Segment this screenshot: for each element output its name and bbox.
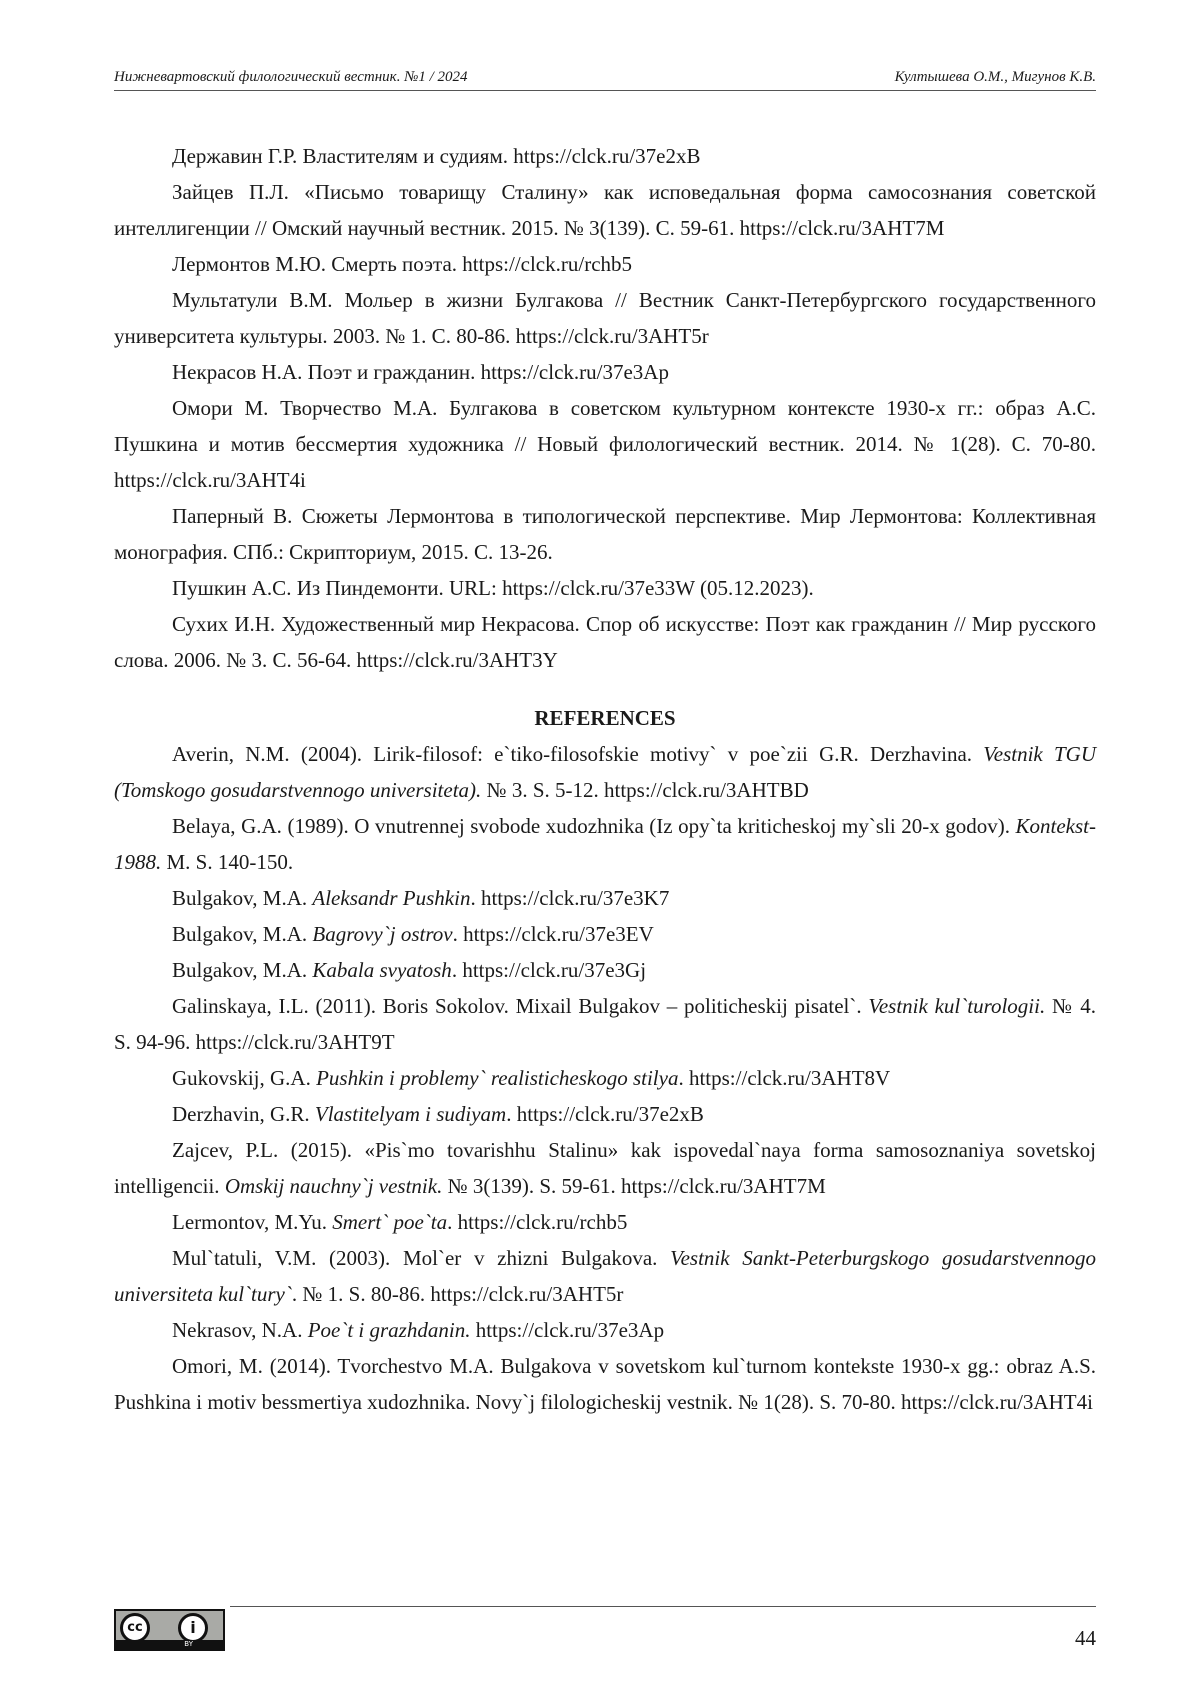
entry-text: . https://clck.ru/37e3EV <box>452 922 654 946</box>
entry-text: Зайцев П.Л. «Письмо товарищу Сталину» как исповедальная форма самосознания советской интеллигенции // Омский научный вестник. 2015. № 3(139). С. 59-61. https://clck.ru/3AHT7M <box>114 180 1096 240</box>
entry-text: Mul`tatuli, V.M. (2003). Mol`er v zhizni Bulgakova. <box>172 1246 671 1270</box>
license-label: BY <box>116 1640 223 1649</box>
cc-by-icon <box>114 1609 225 1651</box>
reference-entry <box>114 1204 1096 1240</box>
attribution-icon: i <box>178 1613 208 1643</box>
journal-title: Нижневартовский филологический вестник. №1 / 2024 <box>114 69 468 85</box>
bibliography-entry <box>114 174 1096 246</box>
entry-text: Bulgakov, M.A. <box>172 922 313 946</box>
entry-italic-text: Kabala svyatosh <box>312 958 452 982</box>
entry-text: . https://clck.ru/37e2xB <box>506 1102 704 1126</box>
bibliography-entry <box>114 606 1096 678</box>
bibliography-entry <box>114 354 1096 390</box>
reference-entry <box>114 1132 1096 1204</box>
entry-text: Zajcev, P.L. (2015). «Pis`mo tovarishhu Stalinu» kak ispovedal`naya forma samosoznaniya sovetskoj intelligencii. <box>114 1138 1096 1198</box>
entry-text: Пушкин А.С. Из Пиндемонти. URL: https://clck.ru/37e33W (05.12.2023). <box>172 576 814 600</box>
page-number: 44 <box>1075 1626 1096 1650</box>
entry-text: Некрасов Н.А. Поэт и гражданин. https://clck.ru/37e3Ap <box>172 360 669 384</box>
entry-text: . https://clck.ru/3AHT8V <box>678 1066 891 1090</box>
bibliography-entry <box>114 390 1096 498</box>
entry-text: Averin, N.M. (2004). Lirik-filosof: e`tiko-filosofskie motivy` v poe`zii G.R. Derzhavina. <box>172 742 984 766</box>
reference-entry <box>114 736 1096 808</box>
bibliography-list <box>114 138 1096 678</box>
entry-text: . № 1. S. 80-86. https://clck.ru/3AHT5r <box>291 1282 624 1306</box>
entry-text: Nekrasov, N.A. <box>172 1318 308 1342</box>
entry-italic-text: Vestnik TGU (Tomskogo gosudarstvennogo universiteta). <box>114 742 1096 802</box>
entry-italic-text: Poe`t i grazhdanin. <box>307 1318 471 1342</box>
entry-text: Belaya, G.A. (1989). O vnutrennej svobode xudozhnika (Iz opy`ta kriticheskoj my`sli 20-x godov). <box>172 814 1016 838</box>
reference-entry <box>114 1348 1096 1420</box>
reference-entry <box>114 952 1096 988</box>
entry-italic-text: Aleksandr Pushkin <box>312 886 471 910</box>
entry-italic-text: Vestnik kul`turologii. <box>868 994 1046 1018</box>
entry-text: № 4. S. 94-96. https://clck.ru/3AHT9T <box>114 994 1096 1054</box>
entry-text: Omori, M. (2014). Tvorchestvo M.A. Bulgakova v sovetskom kul`turnom kontekste 1930-x gg.: obraz A.S. Pushkina i motiv bessmertiya xudozhnika. Novy`j filologicheskij vestnik. № 1(28). S. 70-80. https://clck.ru/3AHT4i <box>114 1354 1096 1414</box>
entry-italic-text: Bagrovy`j ostrov <box>312 922 453 946</box>
reference-entry <box>114 1096 1096 1132</box>
entry-italic-text: Vestnik Sankt-Peterburgskogo gosudarstvennogo universiteta kul`tury` <box>114 1246 1096 1306</box>
entry-italic-text: Kontekst-1988. <box>114 814 1096 874</box>
entry-text: M. S. 140-150. <box>161 850 294 874</box>
references-list <box>114 736 1096 1420</box>
reference-entry <box>114 916 1096 952</box>
footer-rule <box>230 1606 1096 1607</box>
entry-text: Лермонтов М.Ю. Смерть поэта. https://clck.ru/rchb5 <box>172 252 633 276</box>
entry-text: Паперный В. Сюжеты Лермонтова в типологической перспективе. Мир Лермонтова: Коллективная монография. СПб.: Скрипториум, 2015. С. 13-26. <box>114 504 1096 564</box>
bibliography-entry <box>114 138 1096 174</box>
bibliography-entry <box>114 282 1096 354</box>
article-authors: Култышева О.М., Мигунов К.В. <box>894 69 1096 85</box>
reference-entry <box>114 1312 1096 1348</box>
entry-italic-text: Vlastitelyam i sudiyam <box>314 1102 507 1126</box>
entry-text: Lermontov, M.Yu. <box>172 1210 333 1234</box>
entry-text: Сухих И.Н. Художественный мир Некрасова. Спор об искусстве: Поэт как гражданин // Мир русского слова. 2006. № 3. С. 56-64. https://clck.ru/3AHT3Y <box>114 612 1096 672</box>
entry-text: Bulgakov, M.A. <box>172 958 313 982</box>
reference-entry <box>114 880 1096 916</box>
references-heading: REFERENCES <box>534 706 676 730</box>
entry-text: . https://clck.ru/rchb5 <box>447 1210 628 1234</box>
entry-text: № 3(139). S. 59-61. https://clck.ru/3AHT7M <box>442 1174 826 1198</box>
reference-entry <box>114 988 1096 1060</box>
entry-text: Мультатули В.М. Мольер в жизни Булгакова // Вестник Санкт-Петербургского государственного университета культуры. 2003. № 1. С. 80-86. https://clck.ru/3AHT5r <box>114 288 1096 348</box>
bibliography-entry <box>114 498 1096 570</box>
entry-text: Омори М. Творчество М.А. Булгакова в советском культурном контексте 1930-х гг.: образ А.С. Пушкина и мотив бессмертия художника // Новый филологический вестник. 2014. № 1(28). С. 70-80. https://clck.ru/3AHT4i <box>114 396 1096 492</box>
reference-entry <box>114 808 1096 880</box>
running-header <box>114 62 1096 91</box>
entry-text: Bulgakov, M.A. <box>172 886 313 910</box>
reference-entry <box>114 1060 1096 1096</box>
creative-commons-icon: cc <box>120 1613 150 1643</box>
entry-text: Galinskaya, I.L. (2011). Boris Sokolov. Mixail Bulgakov – politicheskij pisatel`. <box>172 994 869 1018</box>
bibliography-entry <box>114 246 1096 282</box>
entry-text: Державин Г.Р. Властителям и судиям. https://clck.ru/37e2xB <box>172 144 701 168</box>
entry-text: Derzhavin, G.R. <box>172 1102 315 1126</box>
entry-text: https://clck.ru/37e3Ap <box>470 1318 665 1342</box>
entry-text: . https://clck.ru/37e3K7 <box>470 886 670 910</box>
entry-text: . https://clck.ru/37e3Gj <box>451 958 647 982</box>
page-content <box>114 138 1096 1420</box>
entry-text: Gukovskij, G.A. <box>172 1066 317 1090</box>
entry-italic-text: Smert` poe`ta <box>332 1210 448 1234</box>
entry-italic-text: Pushkin i problemy` realisticheskogo stilya <box>316 1066 679 1090</box>
bibliography-entry <box>114 570 1096 606</box>
reference-entry <box>114 1240 1096 1312</box>
entry-italic-text: Omskij nauchny`j vestnik. <box>224 1174 443 1198</box>
entry-text: № 3. S. 5-12. https://clck.ru/3AHTBD <box>481 778 809 802</box>
